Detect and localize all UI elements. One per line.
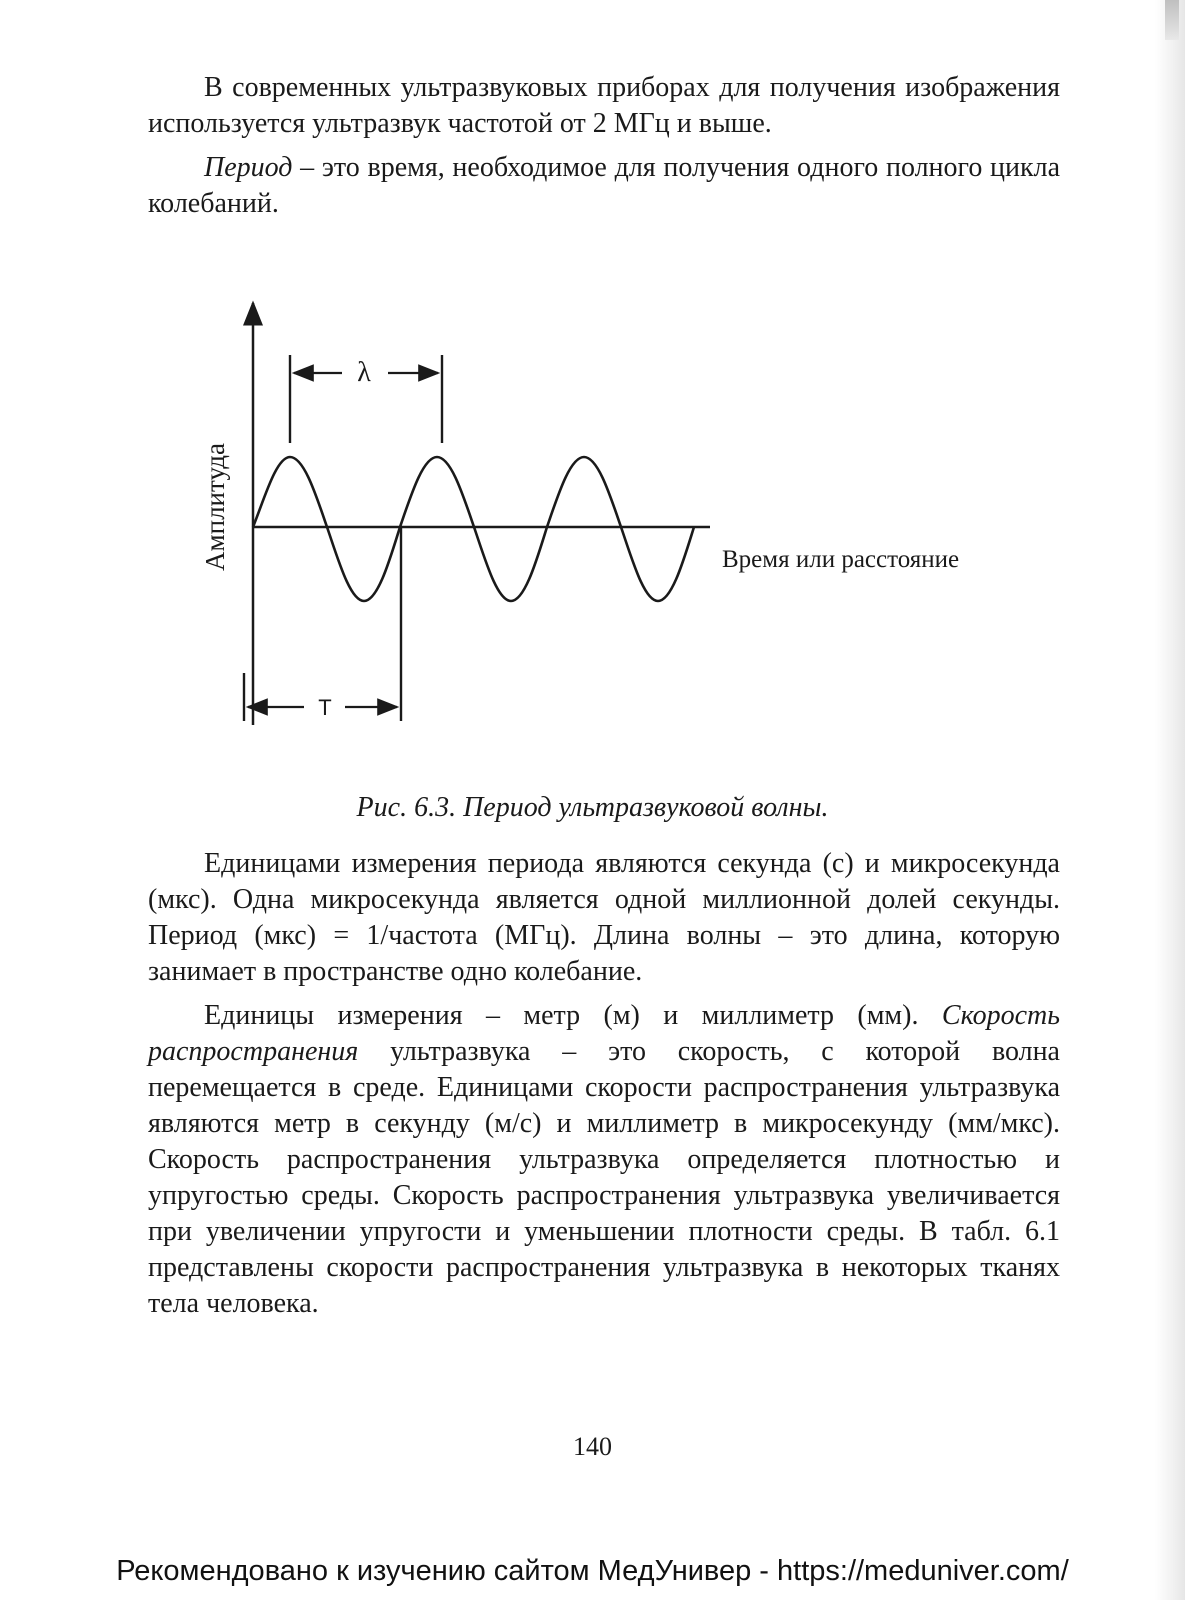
paragraph-units: Единицами измерения периода являются секунда (с) и микросекунда (мкс). Одна микросекунда является одной миллионной долей секунды. Период (мкс) = 1/частота (МГц). Длина волны – это длина, которую занимает в пространстве одно колебание. [148,848,1060,987]
term-period: Период [204,152,293,183]
paragraph-period-definition [148,150,1060,222]
x-axis-label: Время или расстояние [722,546,960,573]
scan-speck [1165,0,1179,40]
paragraph-ultrasound-frequency: В современных ультразвуковых приборах для получения изображения используется ультразвук частотой от 2 МГц и выше. [148,72,1060,139]
wave-figure [192,295,1022,735]
y-axis-label: Амплитуда [200,443,230,571]
wave-diagram [192,295,1022,735]
footer-link-text[interactable]: Рекомендовано к изучению сайтом МедУнивер - https://meduniver.com/ [116,1555,1069,1587]
units-lead-text: Единицы измерения – метр (м) и миллиметр (мм). [204,1000,942,1031]
period-definition-text: – это время, необходимое для получения одного полного цикла колебаний. [148,152,1060,219]
term-propagation-speed: Скорость распространения [148,1000,1060,1067]
sine-wave [253,457,694,601]
paragraph-speed [148,998,1060,1322]
speed-definition-text: ультразвука – это скорость, с которой волна перемещается в среде. Единицами скорости распространения ультразвука являются метр в секунду (м/с) и миллиметр в микросекунду (мм/мкс). Скорость распространения ультразвука определяется плотностью и упругостью среды. Скорость распространения ультразвука увеличивается при увеличении упругости и уменьшении плотности среды. В табл. 6.1 представлены скорости распространения ультразвука в некоторых тканях тела человека. [148,1036,1060,1319]
page-text-bottom [148,846,1060,1322]
period-label: T [318,695,332,720]
wavelength-label: λ [357,357,371,388]
figure-caption: Рис. 6.3. Период ультразвуковой волны. [356,792,829,823]
page-text-top [148,70,1060,222]
page-number: 140 [573,1432,612,1461]
